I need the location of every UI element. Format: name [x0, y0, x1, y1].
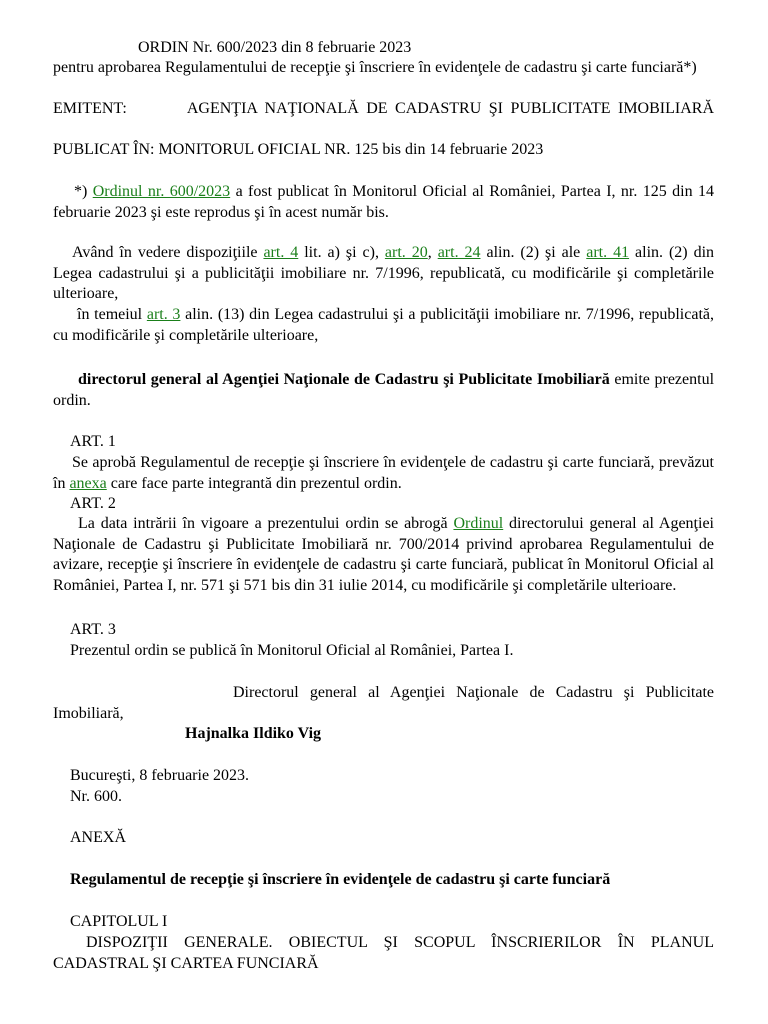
art-1-text-part: care face parte integrantă din prezentul ordin.	[106, 474, 402, 492]
art-41-link[interactable]: art. 41	[586, 244, 630, 261]
art-1-text-part: Se aprobă Regulamentul de recepţie şi înscriere în evidenţele de cadastru şi carte funciară, prevăzut în	[53, 454, 714, 492]
art-24-link[interactable]: art. 24	[437, 244, 481, 261]
signature-name: Hajnalka Ildiko Vig	[185, 725, 322, 742]
order-title-text: ORDIN Nr. 600/2023 din 8 februarie 2023	[138, 39, 412, 56]
order-subtitle: pentru aprobarea Regulamentului de recepţie şi înscriere în evidenţele de cadastru şi carte funciară*)	[53, 59, 697, 76]
art-2-text-part: directorului general al Agenţiei Naţionale de Cadastru şi Publicitate Imobiliară nr. 700/2014 privind aprobarea Regulamentului de avizare, recepţie şi înscriere în evidenţele de cadastru şi carte funciară, publicat în Monitorul Oficial al României, Partea I, nr. 571 şi 571 bis din 31 iulie 2014, cu modificările şi completările ulterioare.	[53, 515, 714, 594]
published-line: PUBLICAT ÎN: MONITORUL OFICIAL NR. 125 bis din 14 februarie 2023	[53, 141, 544, 158]
chapter-title: DISPOZIŢII GENERALE. OBIECTUL ŞI SCOPUL ÎNSCRIERILOR ÎN PLANUL CADASTRAL ŞI CARTEA FUNCIARĂ	[53, 934, 714, 972]
annex-link[interactable]: anexa	[69, 474, 107, 492]
art-3-text: Prezentul ordin se publică în Monitorul Oficial al României, Partea I.	[70, 642, 514, 659]
preamble-text: alin. (2) din Legea cadastrului şi a publicităţii imobiliare nr. 7/1996, republicată, cu modificările şi completările ulterioare,	[53, 244, 715, 302]
ordinul-link[interactable]: Ordinul	[453, 515, 504, 532]
preamble-text: în temeiul	[77, 306, 147, 323]
signature-role: Directorul general al Agenţiei Naţionale de Cadastru şi Publicitate Imobiliară,	[53, 684, 714, 722]
emitent-label: EMITENT:	[53, 100, 127, 117]
art-2-text-part: La data intrării în vigoare a prezentului ordin se abrogă	[78, 515, 454, 532]
preamble-paragraph-2	[53, 305, 714, 346]
annex-title: Regulamentul de recepţie şi înscriere în evidenţele de cadastru şi carte funciară	[70, 871, 611, 888]
art-3-title: ART. 3	[70, 621, 116, 638]
preamble-text: alin. (2) şi ale	[480, 244, 587, 261]
place-date: Bucureşti, 8 februarie 2023.	[70, 767, 250, 784]
order-title	[53, 38, 714, 59]
chapter-label: CAPITOLUL I	[70, 913, 168, 930]
preamble-text: alin. (13) din Legea cadastrului şi a publicităţii imobiliare nr. 7/1996, republicată, cu modificările şi completările ulterioare,	[53, 306, 715, 344]
issuer-rest: emite prezentul ordin.	[53, 371, 715, 409]
preamble-paragraph-1	[53, 243, 714, 305]
preamble-text: ,	[427, 244, 438, 261]
art-2-text	[53, 514, 714, 596]
publication-note	[53, 182, 714, 223]
art-1-text	[53, 453, 714, 494]
preamble-text: lit. a) şi c),	[298, 244, 385, 261]
order-number: Nr. 600.	[70, 788, 122, 805]
order-link[interactable]: Ordinul nr. 600/2023	[92, 183, 231, 200]
note-text: a fost publicat în Monitorul Oficial al României, Partea I, nr. 125 din 14 februarie 2023 şi este reprodus şi în acest număr bis.	[53, 183, 714, 221]
art-2-title: ART. 2	[70, 495, 116, 512]
emitent-line	[53, 99, 714, 120]
issuer-paragraph	[53, 370, 714, 411]
art-4-link[interactable]: art. 4	[263, 244, 299, 261]
annex-label: ANEXĂ	[70, 829, 126, 846]
issuer-bold: directorul general al Agenţiei Naţionale de Cadastru şi Publicitate Imobiliară	[78, 371, 610, 388]
emitent-name: AGENŢIA NAŢIONALĂ DE CADASTRU ŞI PUBLICITATE IMOBILIARĂ	[186, 100, 714, 117]
art-3-link[interactable]: art. 3	[146, 306, 181, 323]
art-1-title: ART. 1	[70, 433, 116, 450]
note-prefix: *)	[74, 183, 93, 200]
art-20-link[interactable]: art. 20	[384, 244, 428, 261]
preamble-text: Având în vedere dispoziţiile	[72, 244, 264, 261]
